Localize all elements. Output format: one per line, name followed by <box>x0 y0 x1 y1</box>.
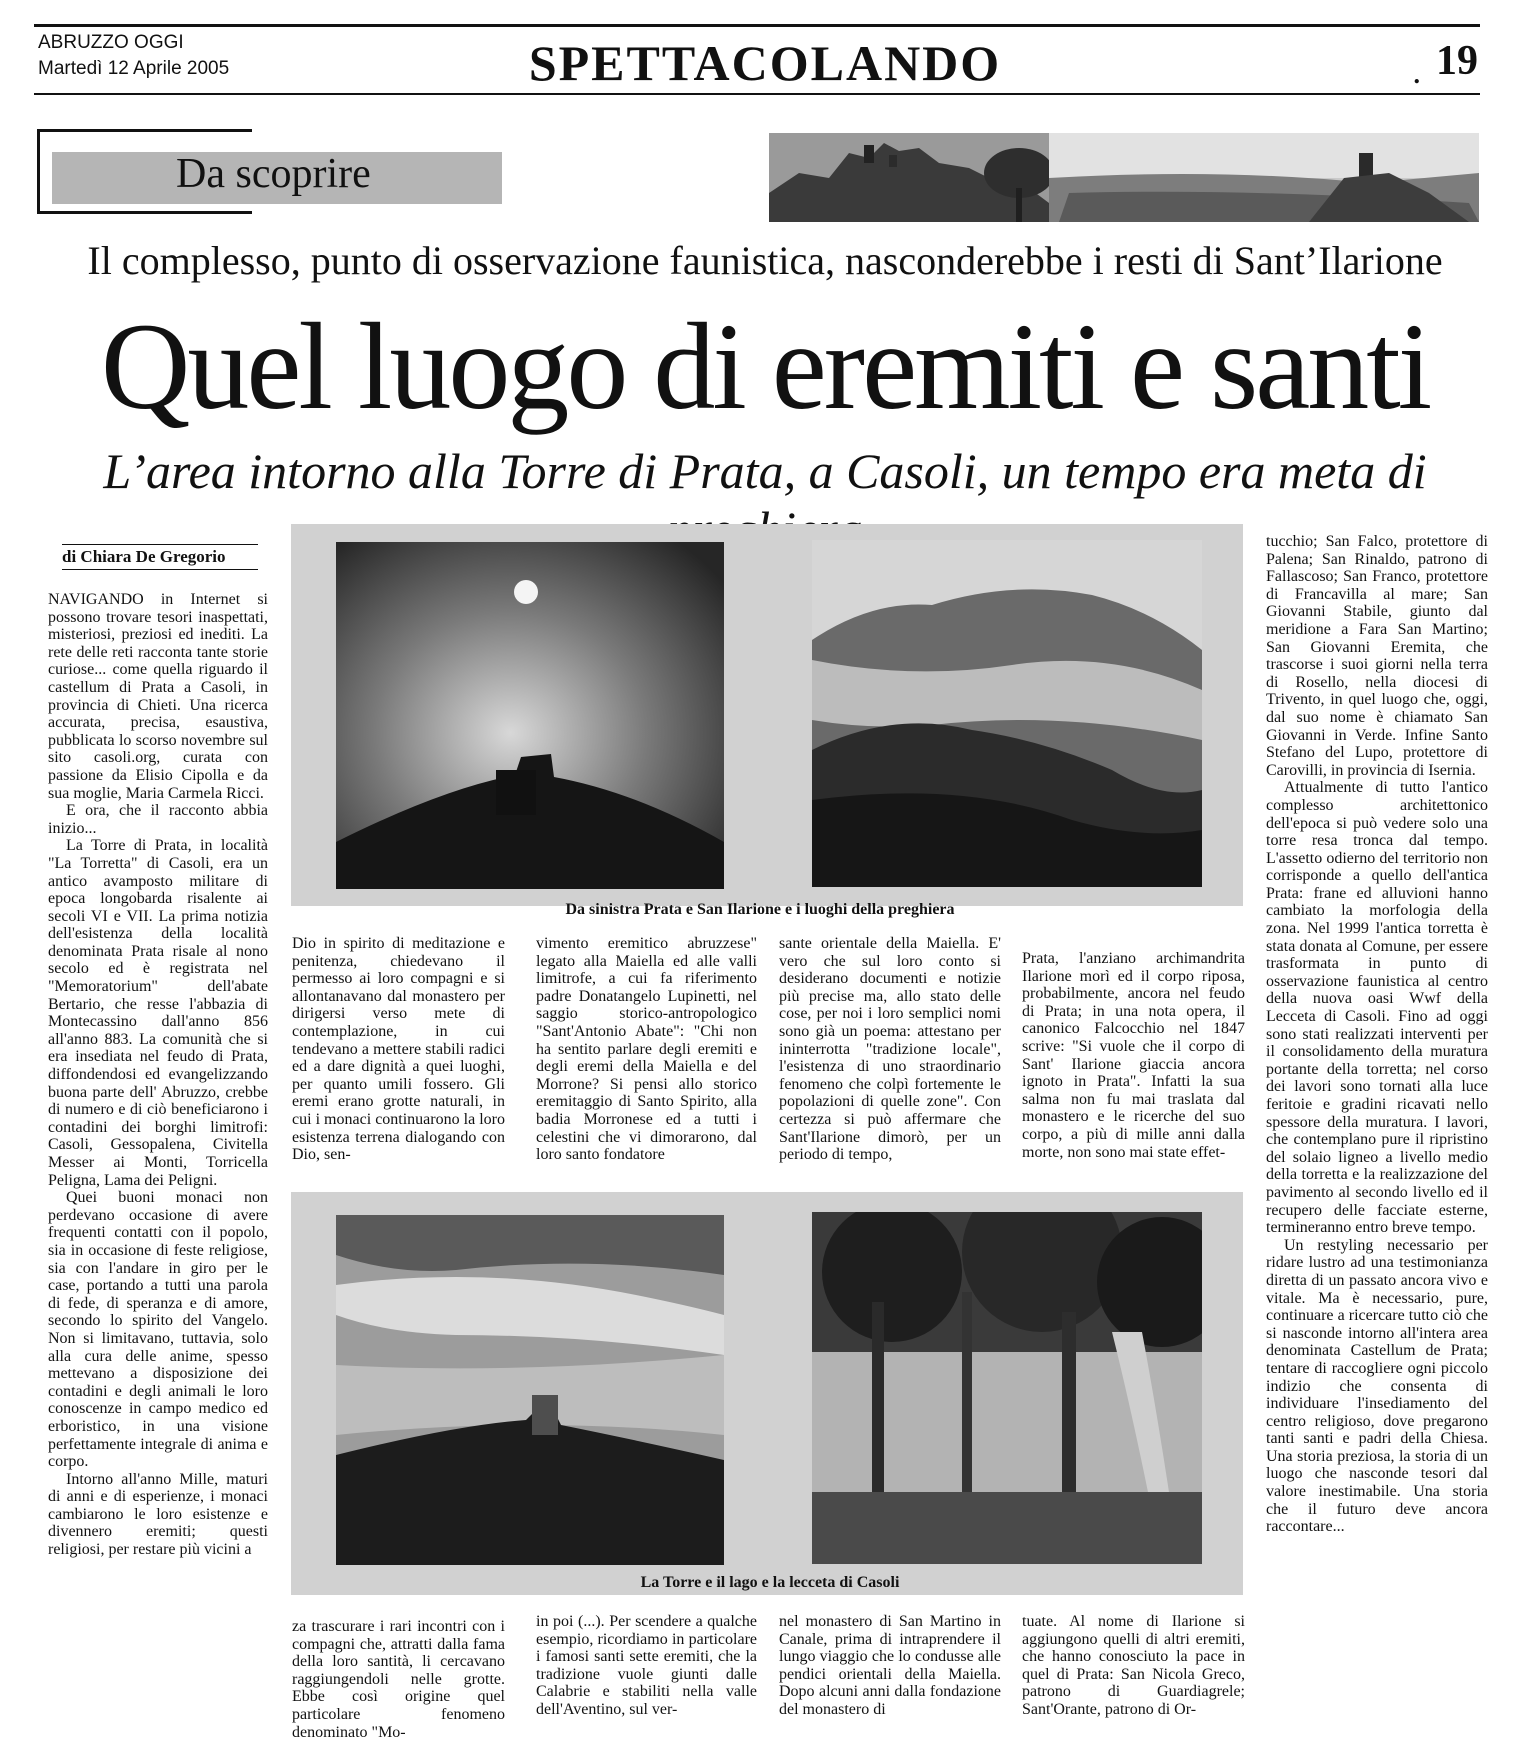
paragraph: nel monastero di San Martino in Canale, prima di intraprendere il lungo viaggio che lo condusse alle pendici orientali della Maiella. Dopo alcuni anni dalla fondazione del monastero di <box>779 1613 1001 1718</box>
article-column-5-top <box>1022 950 1245 1161</box>
article-column-1 <box>48 591 268 1559</box>
paragraph: Intorno all'anno Mille, maturi di anni e di esperienze, i monaci cambiarono le loro esistenze e divennero eremiti; questi religiosi, per restare più vicini a <box>48 1470 268 1559</box>
article-column-4-bottom <box>779 1613 1001 1719</box>
kicker-label: Da scoprire <box>176 151 371 197</box>
photo-tower-lake <box>336 1215 724 1565</box>
paragraph: tuate. Al nome di Ilarione si aggiungono quelli di altri eremiti, che hanno conosciuto la pace in quel di Prata: San Nicola Greco, patrono di Guardiagrele; Sant'Orante, patrono di Or- <box>1022 1613 1245 1718</box>
photo-caption-bottom: La Torre e il lago e la lecceta di Casoli <box>640 1574 900 1591</box>
top-rule <box>34 24 1480 27</box>
headline: Quel luogo di eremiti e santi <box>100 298 1430 435</box>
paragraph: NAVIGANDO in Internet si possono trovare tesori inaspettati, misteriosi, preziosi ed inediti. La rete delle reti racconta tante storie curiose... come quella riguardo il castellum di Prata a Casoli, in provincia di Chieti. Una ricerca accurata, precisa, esaustiva, pubblicata lo scorso novembre sul sito casoli.org, curata con passione da Elisio Cipolla e da sua moglie, Maria Carmela Ricci. <box>48 591 268 802</box>
issue-date: Martedì 12 Aprile 2005 <box>38 58 230 79</box>
article-column-3-bottom <box>536 1613 757 1719</box>
paragraph: za trascurare i rari incontri con i compagni che, attratti dalla fama della loro santità, li cercavano raggiungendoli nelle grotte. Ebbe così origine quel particolare fenomeno denominato "Mo- <box>292 1618 505 1741</box>
article-column-6 <box>1266 533 1488 1536</box>
photo-lecceta-woods <box>812 1212 1202 1564</box>
paragraph: Prata, l'anziano archimandrita Ilarione morì ed il corpo riposa, probabilmente, ancora nel feudo di Prata; in una nota opera, il canonico Falcocchio nel 1847 scrive: "Si vuole che il corpo di Sant' Ilarione giaccia ancora ignoto in Prata". Infatti la sua salma non fu mai traslata dal monastero e le ricerche del suo corpo, a più di mille anni dalla morte, non sono mai state effet- <box>1022 950 1245 1161</box>
paragraph: La Torre di Prata, in località "La Torretta" di Casoli, era un antico avamposto militare di epoca longobarda risalente ai secoli VI e VII. La prima notizia dell'esistenza della località denominata Prata risale al nono secolo ed è registrata nel "Memoratorium" dell'abate Bertario, che resse l'abbazia di Montecassino dall'anno 856 all'anno 883. La comunità che si era insediata nel feudo di Prata, diffondendosi ed evangelizzando buona parte dell' Abruzzo, crebbe di numero e di ciò beneficiarono i contadini dei borghi limitrofi: Casoli, Gessopalena, Civitella Messer ai Monti, Torricella Peligna, Lama dei Peligni. <box>48 837 268 1189</box>
header-rule <box>34 93 1480 95</box>
deck: L’area intorno alla Torre di Prata, a Casoli, un tempo era meta di <box>103 443 1427 499</box>
paragraph: Quei buoni monaci non perdevano occasione di avere frequenti contatti con il popolo, sia in occasione di feste religiose, sia con l'andare in giro per le case, portando a tutti una parola di fede, di speranza e di amore, secondo lo spirito del Vangelo. Non si limitavano, tuttavia, solo alla cura delle anime, spesso mettevano a disposizione dei contadini e degli animali le loro conoscenze in campo medico ed erboristico, in una visione perfettamente integrale di anima e corpo. <box>48 1189 268 1471</box>
paragraph: E ora, che il racconto abbia inizio... <box>48 802 268 837</box>
banner-landscape-illustration <box>769 133 1479 222</box>
photo-caption-top: Da sinistra Prata e San Ilarione e i luoghi della preghiera <box>565 901 955 918</box>
section-title: SPETTACOLANDO <box>528 35 1002 91</box>
article-column-3-top <box>536 935 757 1164</box>
banner-photo <box>769 133 1479 222</box>
paragraph: vimento eremitico abruzzese" legato alla Maiella ed alle valli limitrofe, a cui fa riferimento padre Donatangelo Lupinetti, nel saggio storico-antropologico "Sant'Antonio Abate": "Chi non ha sentito parlare degli eremiti e degli eremi della Maiella e del Morrone? Si pensi allo storico eremitaggio di Santo Spirito, alla badia Morronese ed a tutti i celestini che vi dimorarono, dal loro santo fondatore <box>536 935 757 1164</box>
paragraph: Un restyling necessario per ridare lustro ad una testimonianza diretta di un passato ancora vivo e vitale. Ma è necessario, pure, continuare a ricercare tutto ciò che si nasconde intorno all'intera area denominata Castellum de Prata; tentare di raccogliere ogni piccolo indizio che consenta di individuare l'insediamento del centro religioso, dove pregarono tanti santi e padri della Chiesa. Una storia preziosa, la storia di un luogo che nasconde tesori dal valore inestimabile. Una storia che il futuro deve ancora raccontare... <box>1266 1236 1488 1536</box>
kicker-frame-bottom <box>37 211 252 214</box>
subheadline: Il complesso, punto di osservazione faunistica, nasconderebbe i resti di Sant’Ilarione <box>87 238 1443 283</box>
article-column-2-bottom <box>292 1618 505 1741</box>
page-number: 19 <box>1436 38 1478 84</box>
article-column-5-bottom <box>1022 1613 1245 1719</box>
article-column-4-top <box>779 935 1001 1164</box>
byline: di Chiara De Gregorio <box>62 544 258 570</box>
paragraph: tucchio; San Falco, protettore di Palena; San Rinaldo, patrono di Fallascoso; San Franco, protettore di Francavilla al mare; San Giovanni Stabile, giunto dal meridione a Fara San Martino; San Giovanni Eremita, che trascorse i suoi giorni nella terra di Rosello, nella diocesi di Trivento, in quel luogo che, oggi, dal suo nome è chiamato San Giovanni in Verde. Infine Santo Stefano del Lupo, protettore di Carovilli, in provincia di Isernia. <box>1266 533 1488 779</box>
paragraph: Attualmente di tutto l'antico complesso architettonico dell'epoca si può vedere solo una torre resa tronca dal tempo. L'assetto odierno del territorio non corrisponde a quello dell'antica Prata: frane ed alluvioni hanno cambiato la morfologia della zona. Nel 1999 l'antica torretta è stata donata al Comune, per essere trasformata in punto di osservazione faunistica al centro della nuova oasi Wwf della Lecceta di Casoli. Fino ad oggi sono stati realizzati interventi per il consolidamento della muratura portante della torretta; nel corso dei lavori sono tornati alla luce feritoie e gradini ricavati nello spessore della muratura. I lavori, che contemplano pure il ripristino del solaio ligneo a livello medio della torretta e la realizzazione del pavimento al secondo livello ed il recupero delle facciate esterne, termineranno entro breve tempo. <box>1266 779 1488 1237</box>
page-dot: . <box>1413 60 1420 89</box>
paper-name: ABRUZZO OGGI <box>38 32 184 53</box>
paragraph: in poi (...). Per scendere a qualche esempio, ricordiamo in particolare i famosi santi sette eremiti, che la tradizione vuole giunti dalle Calabrie e stabiliti nella valle dell'Aventino, sul ver- <box>536 1613 757 1718</box>
paragraph: Dio in spirito di meditazione e penitenza, chiedevano il permesso ai loro compagni e si allontanavano dal monastero per dirigersi verso mete di contemplazione, in cui tendevano a mettere stabili radici ed a dare dignità a quei luoghi, per quanto umili fossero. Gli eremi erano grotte naturali, in cui i monaci continuarono la loro esistenza terrena dialogando con Dio, sen- <box>292 935 505 1164</box>
photo-prata-tower <box>336 542 724 889</box>
article-column-2-top <box>292 935 505 1164</box>
photo-mountain-sanilarione <box>812 540 1202 887</box>
paragraph: sante orientale della Maiella. E' vero che sul loro conto si desiderano documenti e notizie più precise ma, allo stato delle cose, per noi i loro semplici nomi sono già un poema: attestano per ininterrotta "tradizione locale", l'esistenza di uno straordinario fenomeno che colpì fortemente le popolazioni di quelle zone". Con certezza si può affermare che Sant'Ilarione dimorò, per un periodo di tempo, <box>779 935 1001 1164</box>
